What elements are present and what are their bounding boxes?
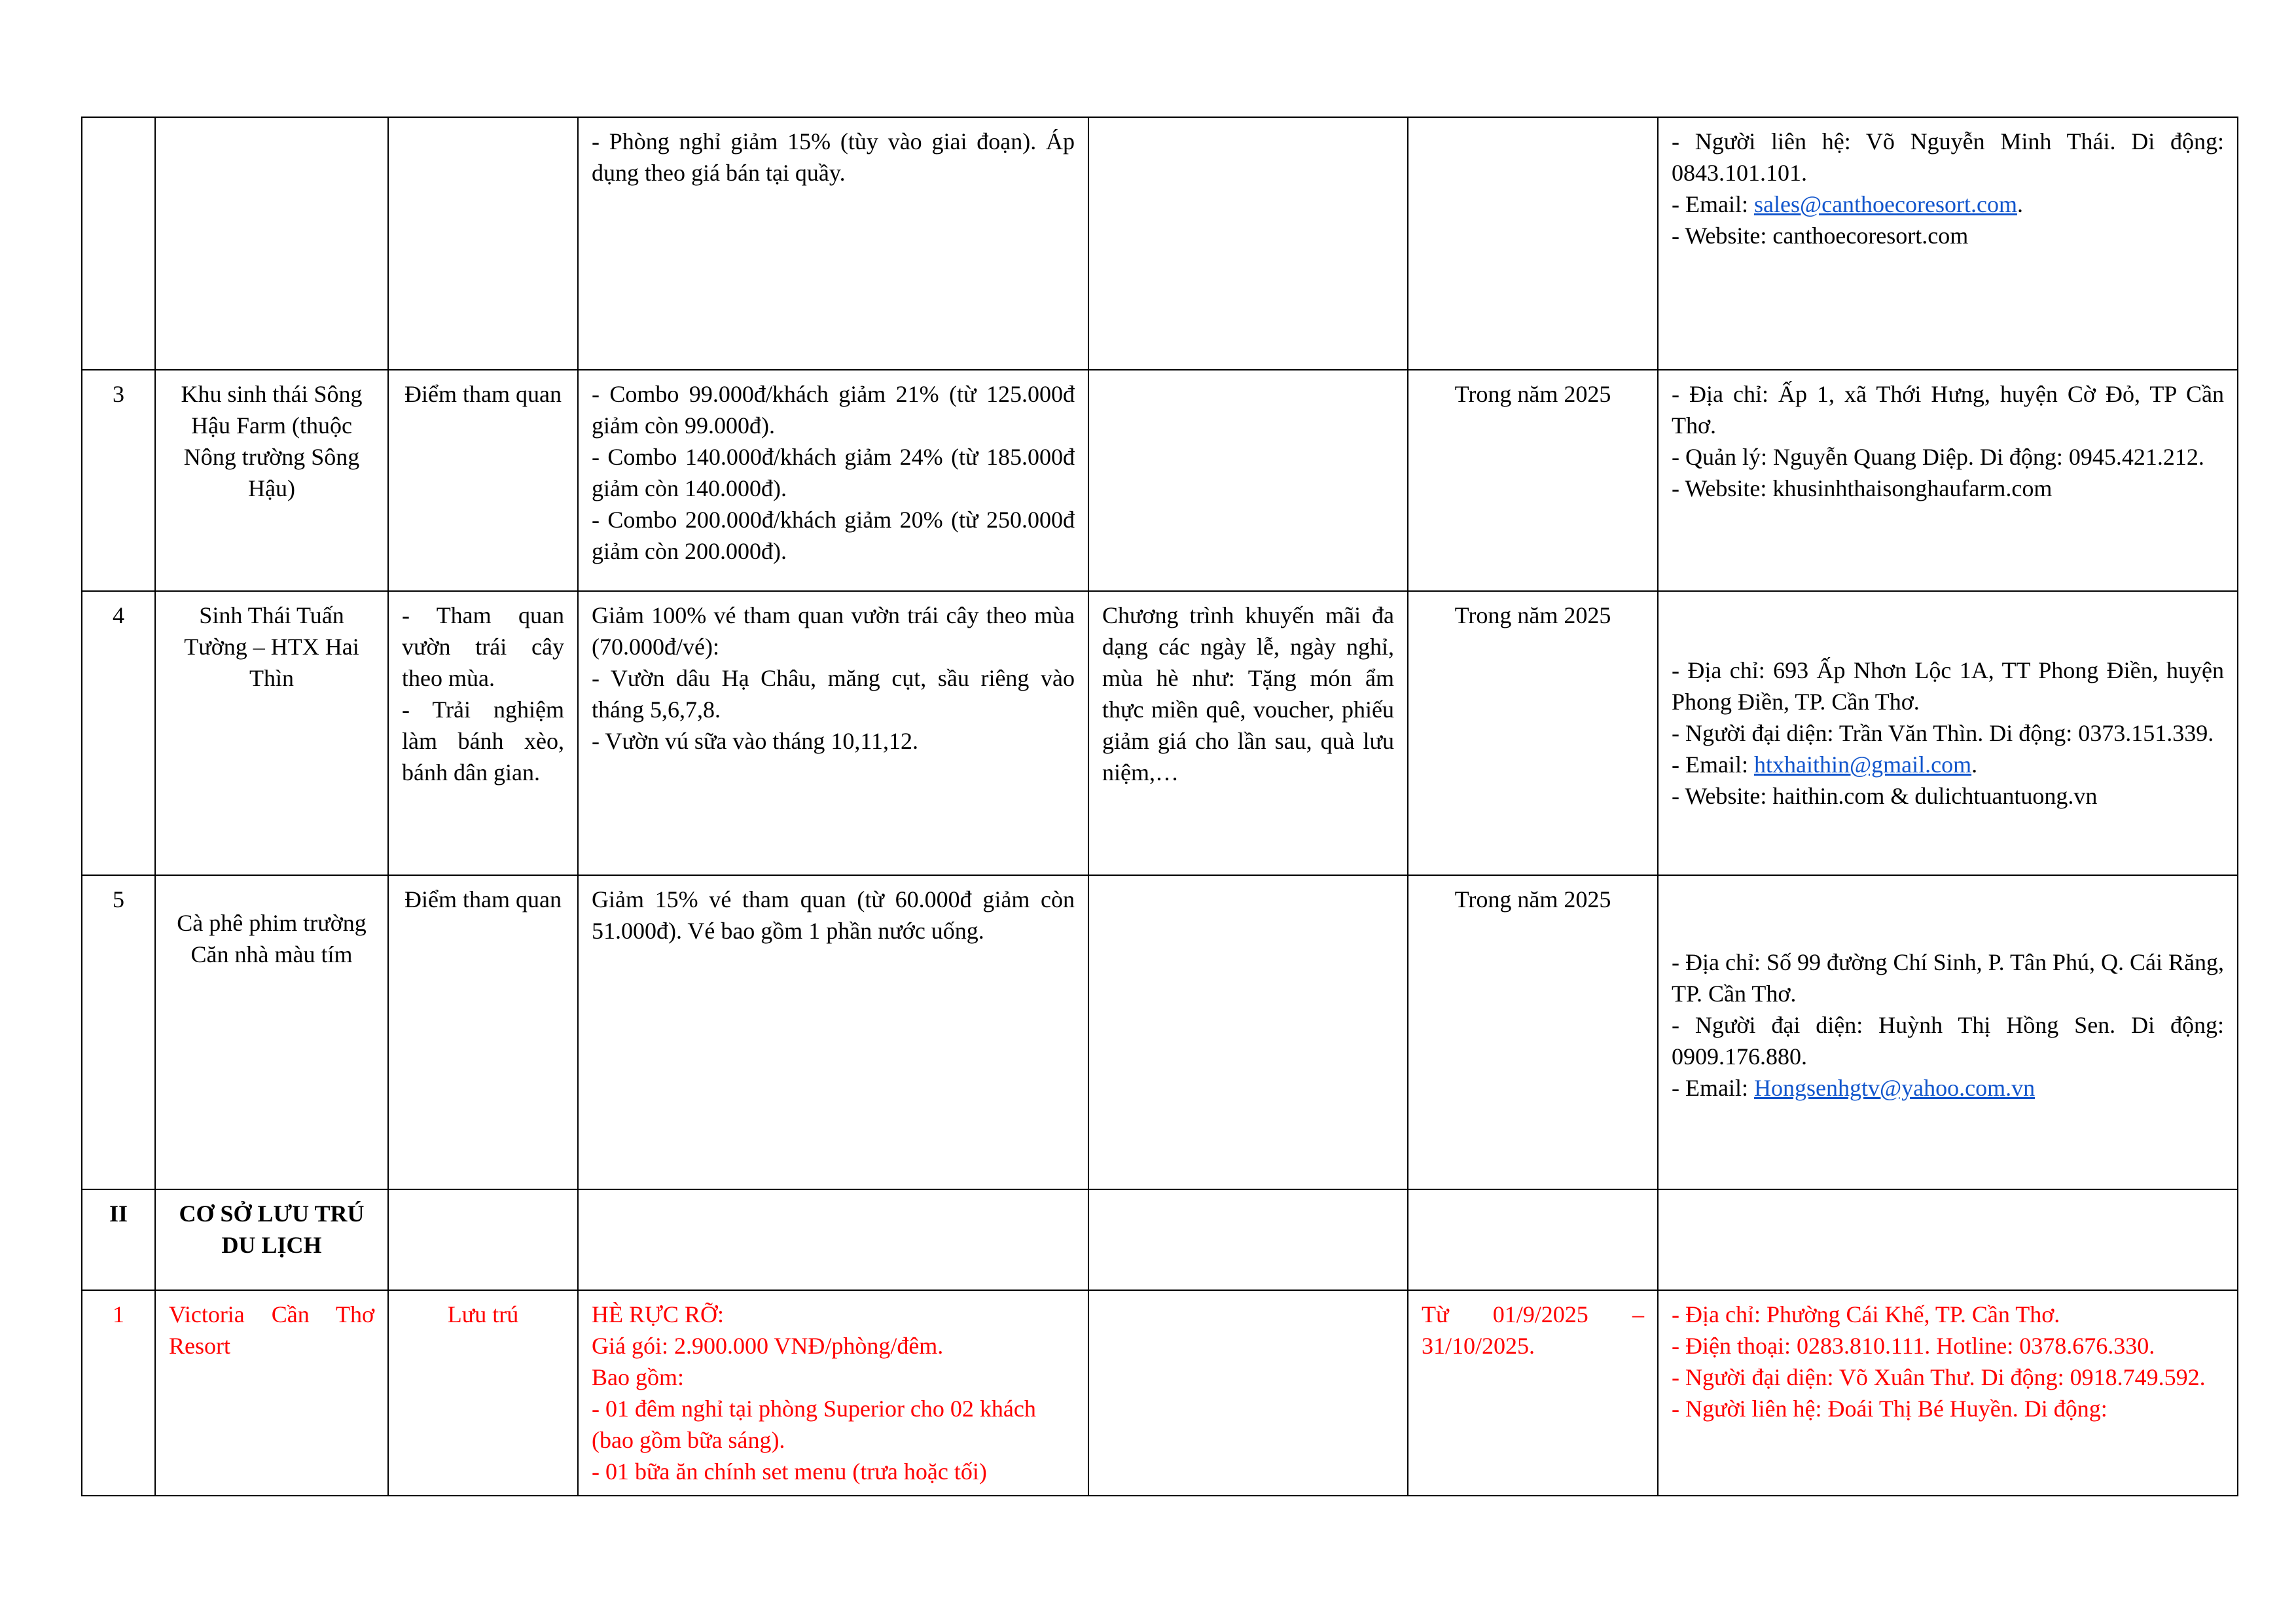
stt-cell: 3 (82, 370, 155, 591)
promo-line: - Combo 99.000đ/khách giảm 21% (từ 125.000đ giảm còn 99.000đ). (592, 381, 1075, 439)
empty-cell (1088, 1189, 1408, 1290)
contact-website: - Website: haithin.com & dulichtuantuong.vn (1672, 783, 2098, 809)
contact-cell (1658, 591, 2238, 875)
empty-cell (1408, 1189, 1658, 1290)
promo-extra-cell (1088, 117, 1408, 370)
table-row (82, 370, 2238, 591)
contact-cell (1658, 370, 2238, 591)
contact-email-line (1672, 749, 2224, 780)
promo-line: - 01 bữa ăn chính set menu (trưa hoặc tối) (592, 1458, 987, 1485)
contact-representative: - Người đại diện: Võ Xuân Thư. Di động: 0918.749.592. (1672, 1364, 2206, 1390)
promo-line: - Combo 140.000đ/khách giảm 24% (từ 185.000đ giảm còn 140.000đ). (592, 444, 1075, 501)
email-suffix: . (1971, 751, 1978, 778)
promo-line: - Vườn vú sữa vào tháng 10,11,12. (592, 728, 919, 754)
time-cell: Trong năm 2025 (1408, 875, 1658, 1189)
promo-cell (578, 117, 1088, 370)
promo-cell (578, 1290, 1088, 1496)
table-row (82, 591, 2238, 875)
type-cell (388, 117, 578, 370)
promo-cell (578, 591, 1088, 875)
section-number: II (82, 1189, 155, 1290)
stt-cell: 5 (82, 875, 155, 1189)
promo-cell (578, 370, 1088, 591)
promo-extra-cell (1088, 875, 1408, 1189)
contact-website: - Website: khusinhthaisonghaufarm.com (1672, 475, 2053, 501)
email-label: - Email: (1672, 191, 1754, 217)
time-cell: Từ 01/9/2025 – 31/10/2025. (1408, 1290, 1658, 1496)
type-cell: Điểm tham quan (388, 875, 578, 1189)
type-cell: Điểm tham quan (388, 370, 578, 591)
type-cell: Lưu trú (388, 1290, 578, 1496)
time-cell (1408, 117, 1658, 370)
time-cell: Trong năm 2025 (1408, 591, 1658, 875)
table-row (82, 875, 2238, 1189)
promo-cell (578, 875, 1088, 1189)
contact-address: - Địa chỉ: Ấp 1, xã Thới Hưng, huyện Cờ Đỏ, TP Cần Thơ. (1672, 381, 2224, 439)
time-cell: Trong năm 2025 (1408, 370, 1658, 591)
email-link[interactable]: sales@canthoecoresort.com (1753, 191, 2017, 217)
email-label: - Email: (1672, 1075, 1754, 1101)
promo-line: HÈ RỰC RỠ: (592, 1301, 724, 1327)
table-row (82, 1290, 2238, 1496)
promo-line: Bao gồm: (592, 1364, 684, 1390)
promo-extra-cell: Chương trình khuyến mãi đa dạng các ngày lễ, ngày nghỉ, mùa hè như: Tặng món ẩm thực miền quê, voucher, phiếu giảm giá cho lần sau, quà lưu niệm,… (1088, 591, 1408, 875)
empty-cell (1658, 1189, 2238, 1290)
stt-cell: 1 (82, 1290, 155, 1496)
type-line: - Tham quan vườn trái cây theo mùa. (402, 602, 564, 691)
promo-line: - Combo 200.000đ/khách giảm 20% (từ 250.000đ giảm còn 200.000đ). (592, 507, 1075, 564)
name-cell: Khu sinh thái Sông Hậu Farm (thuộc Nông trường Sông Hậu) (155, 370, 388, 591)
section-row (82, 1189, 2238, 1290)
empty-cell (388, 1189, 578, 1290)
promo-line: Giá gói: 2.900.000 VNĐ/phòng/đêm. (592, 1333, 944, 1359)
contact-manager: - Quản lý: Nguyễn Quang Diệp. Di động: 0945.421.212. (1672, 444, 2204, 470)
contact-address: - Địa chỉ: 693 Ấp Nhơn Lộc 1A, TT Phong Điền, huyện Phong Điền, TP. Cần Thơ. (1672, 657, 2224, 715)
contact-address: - Địa chỉ: Phường Cái Khế, TP. Cần Thơ. (1672, 1301, 2060, 1327)
contact-cell (1658, 1290, 2238, 1496)
attractions-table (81, 117, 2238, 1496)
contact-cell (1658, 117, 2238, 370)
contact-representative: - Người đại diện: Huỳnh Thị Hồng Sen. Di động: 0909.176.880. (1672, 1012, 2224, 1070)
stt-cell (82, 117, 155, 370)
empty-cell (578, 1189, 1088, 1290)
contact-person: - Người liên hệ: Võ Nguyễn Minh Thái. Di động: 0843.101.101. (1672, 128, 2224, 186)
promo-extra-cell (1088, 1290, 1408, 1496)
section-title: CƠ SỞ LƯU TRÚ DU LỊCH (155, 1189, 388, 1290)
contact-website: - Website: canthoecoresort.com (1672, 223, 1969, 249)
promo-line: Giảm 15% vé tham quan (từ 60.000đ giảm còn 51.000đ). Vé bao gồm 1 phần nước uống. (592, 886, 1075, 944)
name-cell: Sinh Thái Tuấn Tường – HTX Hai Thìn (155, 591, 388, 875)
name-cell (155, 117, 388, 370)
name-cell: Cà phê phim trường Căn nhà màu tím (155, 875, 388, 1189)
email-link[interactable]: Hongsenhgtv@yahoo.com.vn (1753, 1075, 2036, 1101)
promo-line: Giảm 100% vé tham quan vườn trái cây theo mùa (70.000đ/vé): (592, 602, 1075, 660)
contact-email-line (1672, 1072, 2224, 1104)
promo-line: - 01 đêm nghỉ tại phòng Superior cho 02 khách (bao gồm bữa sáng). (592, 1396, 1036, 1453)
promo-line: - Phòng nghỉ giảm 15% (tùy vào giai đoạn). Áp dụng theo giá bán tại quầy. (592, 128, 1075, 186)
contact-cell (1658, 875, 2238, 1189)
contact-address: - Địa chỉ: Số 99 đường Chí Sinh, P. Tân Phú, Q. Cái Răng, TP. Cần Thơ. (1672, 949, 2224, 1007)
contact-representative: - Người đại diện: Trần Văn Thìn. Di động: 0373.151.339. (1672, 720, 2214, 746)
promo-line: - Vườn dâu Hạ Châu, măng cụt, sầu riêng vào tháng 5,6,7,8. (592, 665, 1075, 723)
promo-extra-cell (1088, 370, 1408, 591)
stt-cell: 4 (82, 591, 155, 875)
email-suffix: . (2017, 191, 2023, 217)
type-line: - Trải nghiệm làm bánh xèo, bánh dân gian. (402, 696, 564, 785)
email-label: - Email: (1672, 751, 1754, 778)
contact-person: - Người liên hệ: Đoái Thị Bé Huyền. Di động: (1672, 1396, 2108, 1422)
email-link[interactable]: htxhaithin@gmail.com (1753, 751, 1972, 778)
contact-phone: - Điện thoại: 0283.810.111. Hotline: 0378.676.330. (1672, 1333, 2155, 1359)
type-cell (388, 591, 578, 875)
table-row (82, 117, 2238, 370)
name-cell: Victoria Cần Thơ Resort (155, 1290, 388, 1496)
contact-email-line (1672, 189, 2224, 220)
